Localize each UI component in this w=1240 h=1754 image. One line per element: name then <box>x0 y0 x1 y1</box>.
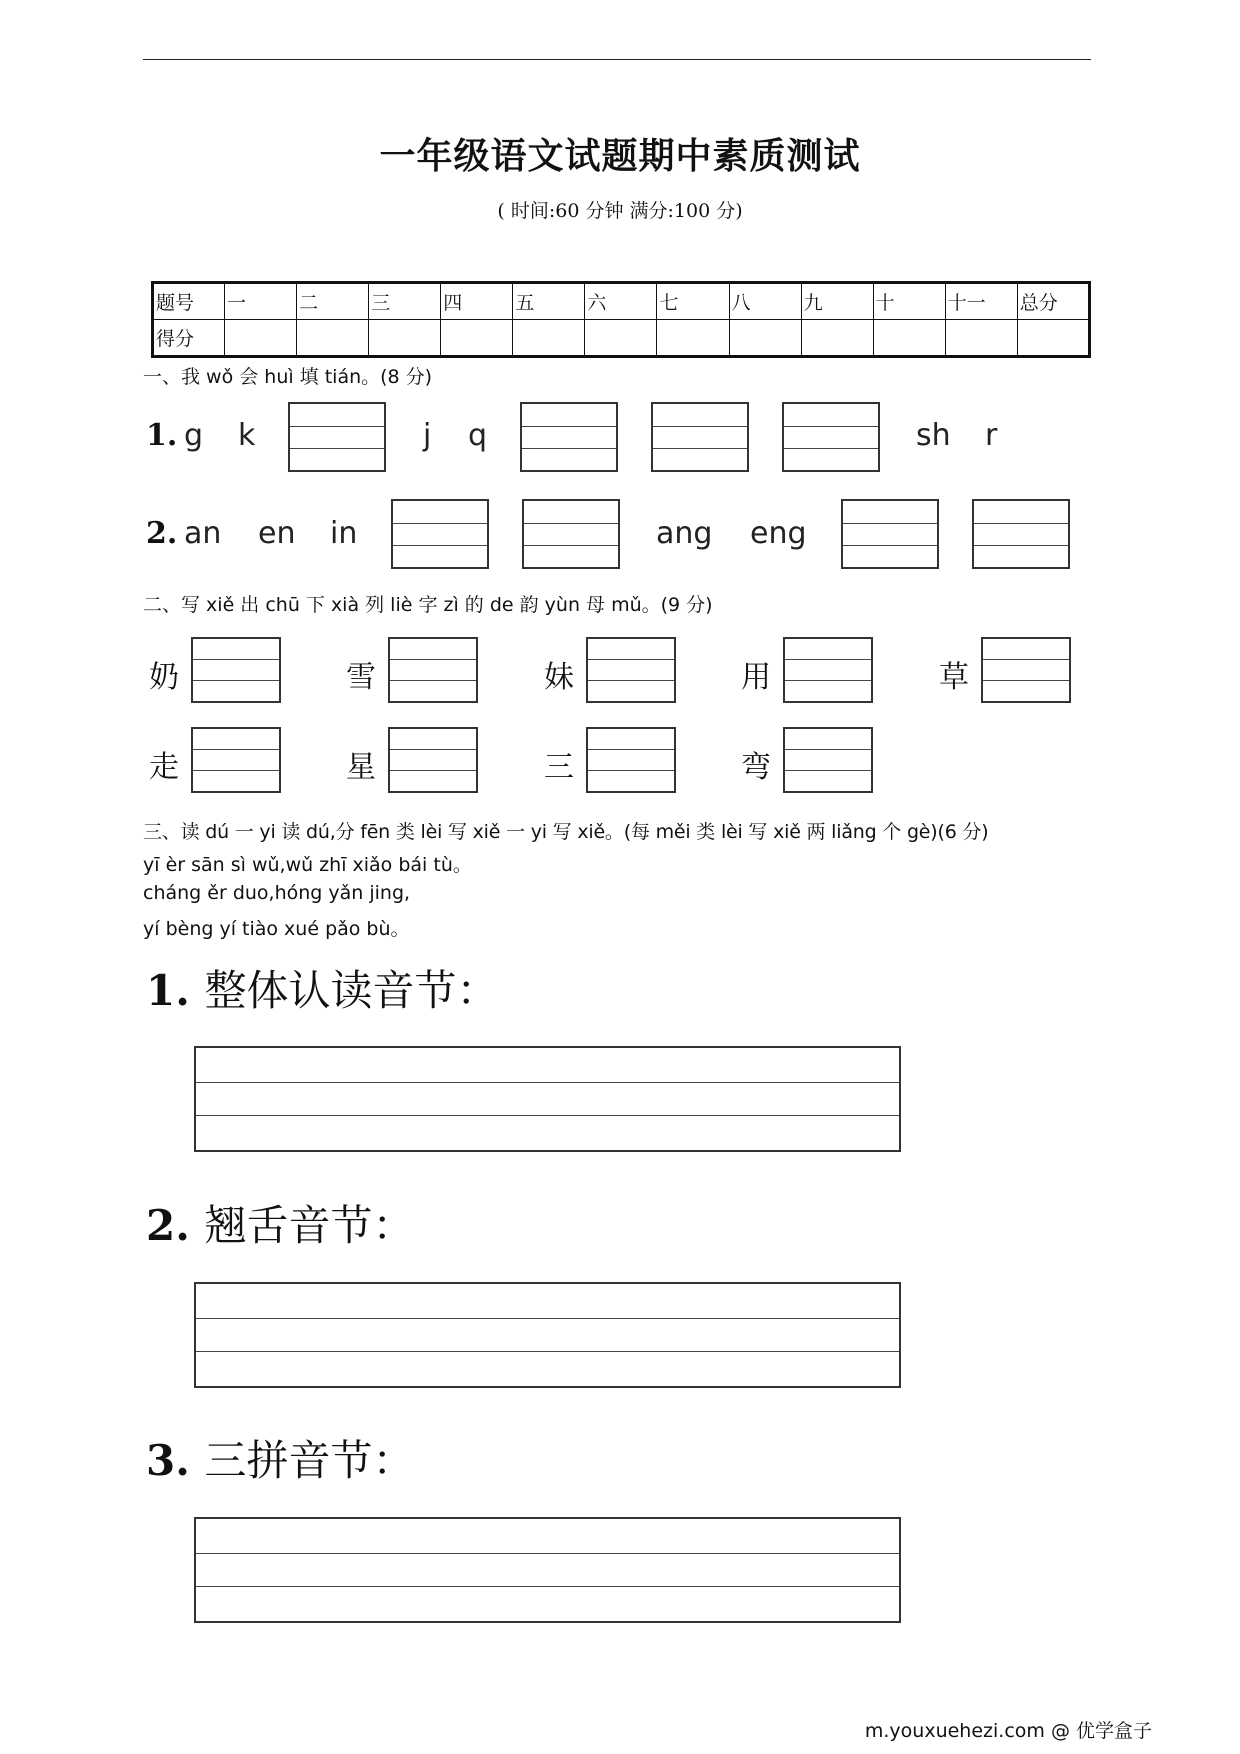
score-cell-header: 八 <box>729 283 801 320</box>
score-cell-header: 四 <box>441 283 513 320</box>
part3-heading <box>146 1428 415 1488</box>
score-cell[interactable] <box>585 320 657 357</box>
yunmu-write-box[interactable] <box>783 727 873 793</box>
item2-number: 2. <box>146 516 178 551</box>
score-cell[interactable] <box>441 320 513 357</box>
score-table-score-row <box>153 320 1090 357</box>
yunmu-write-box[interactable] <box>586 637 676 703</box>
hanzi: 三 <box>544 750 574 785</box>
hanzi: 星 <box>346 750 376 785</box>
letter: eng <box>750 516 807 551</box>
score-cell[interactable] <box>225 320 297 357</box>
part-label: 翘舌音节： <box>204 1201 415 1250</box>
score-cell[interactable] <box>873 320 945 357</box>
score-cell-header: 九 <box>801 283 873 320</box>
pinyin-write-box[interactable] <box>841 499 939 569</box>
page-title: 一年级语文试题期中素质测试 <box>379 135 861 177</box>
score-cell-header: 二 <box>297 283 369 320</box>
score-cell-label: 得分 <box>153 320 225 357</box>
score-cell[interactable] <box>369 320 441 357</box>
letter: en <box>258 516 296 551</box>
hanzi: 草 <box>939 660 969 695</box>
hanzi: 妹 <box>544 660 574 695</box>
answer-write-box[interactable] <box>194 1046 901 1152</box>
yunmu-write-box[interactable] <box>191 637 281 703</box>
answer-write-box[interactable] <box>194 1517 901 1623</box>
item1-number: 1. <box>146 418 178 453</box>
reading-line: yī èr sān sì wǔ,wǔ zhī xiǎo bái tù。 <box>143 854 472 876</box>
pinyin-write-box[interactable] <box>288 402 386 472</box>
score-cell-header: 五 <box>513 283 585 320</box>
pinyin-write-box[interactable] <box>782 402 880 472</box>
score-cell-header: 十一 <box>945 283 1017 320</box>
part-number: 2. <box>146 1201 190 1250</box>
reading-line: cháng ěr duo,hóng yǎn jing, <box>143 882 411 904</box>
section1-heading: 一、我 wǒ 会 huì 填 tián。(8 分) <box>143 366 433 388</box>
score-cell-header: 总分 <box>1017 283 1089 320</box>
yunmu-write-box[interactable] <box>388 637 478 703</box>
yunmu-write-box[interactable] <box>388 727 478 793</box>
hanzi: 雪 <box>346 660 376 695</box>
hanzi: 走 <box>149 750 179 785</box>
yunmu-write-box[interactable] <box>981 637 1071 703</box>
letter: k <box>238 418 256 453</box>
score-cell[interactable] <box>729 320 801 357</box>
score-cell[interactable] <box>513 320 585 357</box>
part-number: 1. <box>146 966 190 1015</box>
yunmu-write-box[interactable] <box>783 637 873 703</box>
pinyin-write-box[interactable] <box>651 402 749 472</box>
footer-watermark: m.youxuehezi.com @ 优学盒子 <box>864 1720 1152 1742</box>
part1-heading <box>146 958 499 1018</box>
letter: j <box>423 418 432 453</box>
pinyin-write-box[interactable] <box>391 499 489 569</box>
score-cell[interactable] <box>657 320 729 357</box>
letter: g <box>184 418 204 453</box>
score-cell-header: 一 <box>225 283 297 320</box>
score-cell-header: 三 <box>369 283 441 320</box>
letter: ang <box>656 516 713 551</box>
part-label: 整体认读音节： <box>204 966 499 1015</box>
score-cell-header: 十 <box>873 283 945 320</box>
hanzi: 弯 <box>741 750 771 785</box>
score-cell[interactable] <box>801 320 873 357</box>
section2-heading: 二、写 xiě 出 chū 下 xià 列 liè 字 zì 的 de 韵 yùn 母 mǔ。(9 分) <box>143 594 713 616</box>
letter: q <box>468 418 488 453</box>
yunmu-write-box[interactable] <box>586 727 676 793</box>
score-cell-label: 题号 <box>153 283 225 320</box>
part-number: 3. <box>146 1436 190 1485</box>
score-cell[interactable] <box>1017 320 1089 357</box>
pinyin-write-box[interactable] <box>522 499 620 569</box>
hanzi: 奶 <box>149 660 179 695</box>
score-table <box>151 281 1091 358</box>
score-cell[interactable] <box>945 320 1017 357</box>
yunmu-write-box[interactable] <box>191 727 281 793</box>
letter: in <box>330 516 358 551</box>
score-cell-header: 六 <box>585 283 657 320</box>
part2-heading <box>146 1193 415 1253</box>
hanzi: 用 <box>741 660 771 695</box>
letter: r <box>985 418 998 453</box>
pinyin-write-box[interactable] <box>972 499 1070 569</box>
score-cell[interactable] <box>297 320 369 357</box>
part-label: 三拼音节： <box>204 1436 415 1485</box>
score-table-header-row <box>153 283 1090 320</box>
answer-write-box[interactable] <box>194 1282 901 1388</box>
section3-heading: 三、读 dú 一 yi 读 dú,分 fēn 类 lèi 写 xiě 一 yi 写 xiě。(每 měi 类 lèi 写 xiě 两 liǎng 个 gè)(6 分) <box>143 821 989 843</box>
reading-line: yí bèng yí tiào xué pǎo bù。 <box>143 918 410 940</box>
score-cell-header: 七 <box>657 283 729 320</box>
exam-info: ( 时间:60 分钟 满分:100 分) <box>497 200 743 222</box>
top-rule <box>143 59 1091 60</box>
pinyin-write-box[interactable] <box>520 402 618 472</box>
letter: an <box>184 516 222 551</box>
letter: sh <box>916 418 951 453</box>
